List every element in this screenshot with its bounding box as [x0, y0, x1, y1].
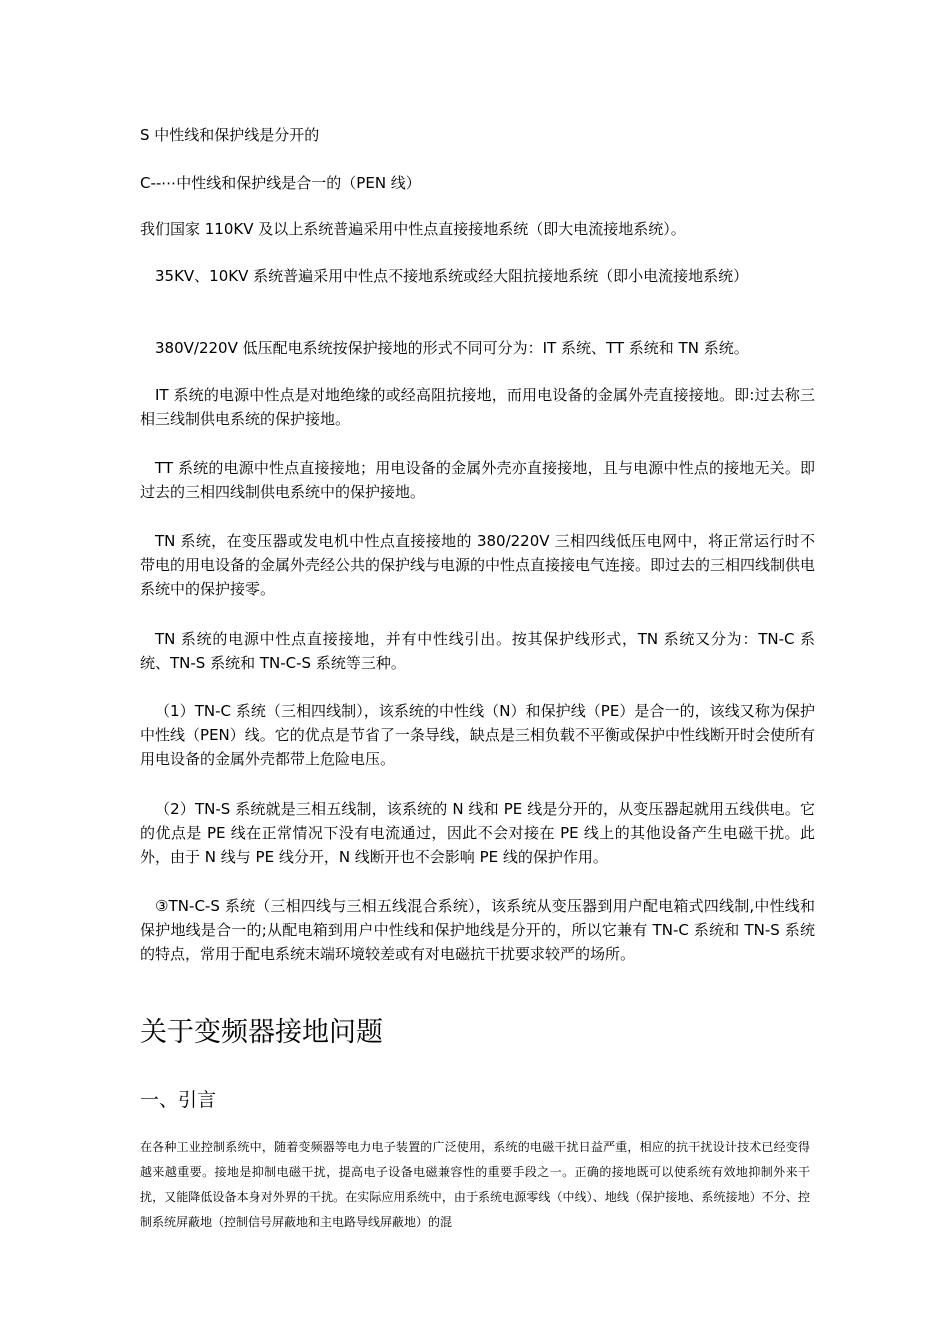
text-line-c-system: C--⋯中性线和保护线是合一的（PEN 线） — [140, 174, 421, 192]
paragraph-it-system: IT 系统的电源中性点是对地绝缘的或经高阻抗接地，而用电设备的金属外壳直接接地。即:过去称三相三线制供电系统的保护接地。 — [140, 386, 815, 428]
paragraph-35kv: 35KV、10KV 系统普遍采用中性点不接地系统或经大阻抗接地系统（即小电流接地系统） — [155, 267, 749, 285]
subsection-heading: 一、引言 — [140, 1089, 217, 1111]
paragraph-tn-types: TN 系统的电源中性点直接接地，并有中性线引出。按其保护线形式，TN 系统又分为：TN-C 系统、TN-S 系统和 TN-C-S 系统等三种。 — [140, 630, 815, 672]
text-line-s-system: S 中性线和保护线是分开的 — [140, 126, 320, 144]
paragraph-380v: 380V/220V 低压配电系统按保护接地的形式不同可分为：IT 系统、TT 系统和 TN 系统。 — [155, 339, 749, 357]
paragraph-tn-c-s: ③TN-C-S 系统（三相四线与三相五线混合系统），该系统从变压器到用户配电箱式四线制,中性线和保护地线是合一的;从配电箱到用户中性线和保护地线是分开的，所以它兼有 TN-C 系统和 TN-S 系统的特点，常用于配电系统末端环境较差或有对电磁抗干扰要求较严的场所。 — [140, 897, 815, 963]
paragraph-tn-c: （1）TN-C 系统（三相四线制），该系统的中性线（N）和保护线（PE）是合一的，该线又称为保护中性线（PEN）线。它的优点是节省了一条导线，缺点是三相负载不平衡或保护中性线断开时会使所有用电设备的金属外壳都带上危险电压。 — [140, 702, 815, 768]
paragraph-tn-s: （2）TN-S 系统就是三相五线制，该系统的 N 线和 PE 线是分开的，从变压器起就用五线供电。它的优点是 PE 线在正常情况下没有电流通过，因此不会对接在 PE 线上的其他设备产生电磁干扰。此外，由于 N 线与 PE 线分开，N 线断开也不会影响 PE 线的保护作用。 — [140, 800, 815, 866]
text-line-110kv: 我们国家 110KV 及以上系统普遍采用中性点直接接地系统（即大电流接地系统）。 — [140, 220, 686, 238]
paragraph-tt-system: TT 系统的电源中性点直接接地；用电设备的金属外壳亦直接接地，且与电源中性点的接地无关。即过去的三相四线制供电系统中的保护接地。 — [140, 459, 815, 501]
section-heading: 关于变频器接地问题 — [140, 1017, 383, 1048]
paragraph-tn-system: TN 系统，在变压器或发电机中性点直接接地的 380/220V 三相四线低压电网中，将正常运行时不带电的用电设备的金属外壳经公共的保护线与电源的中性点直接接电气连接。即过去的三相四线制供电系统中的保护接零。 — [140, 532, 816, 598]
intro-paragraph: 在各种工业控制系统中，随着变频器等电力电子装置的广泛使用，系统的电磁干扰日益严重，相应的抗干扰设计技术已经变得越来越重要。接地是抑制电磁干扰，提高电子设备电磁兼容性的重要手段之一。正确的接地既可以使系统有效地抑制外来干扰，又能降低设备本身对外界的干扰。在实际应用系统中，由于系统电源零线（中线）、地线（保护接地、系统接地）不分、控制系统屏蔽地（控制信号屏蔽地和主电路导线屏蔽地）的混 — [140, 1140, 810, 1229]
